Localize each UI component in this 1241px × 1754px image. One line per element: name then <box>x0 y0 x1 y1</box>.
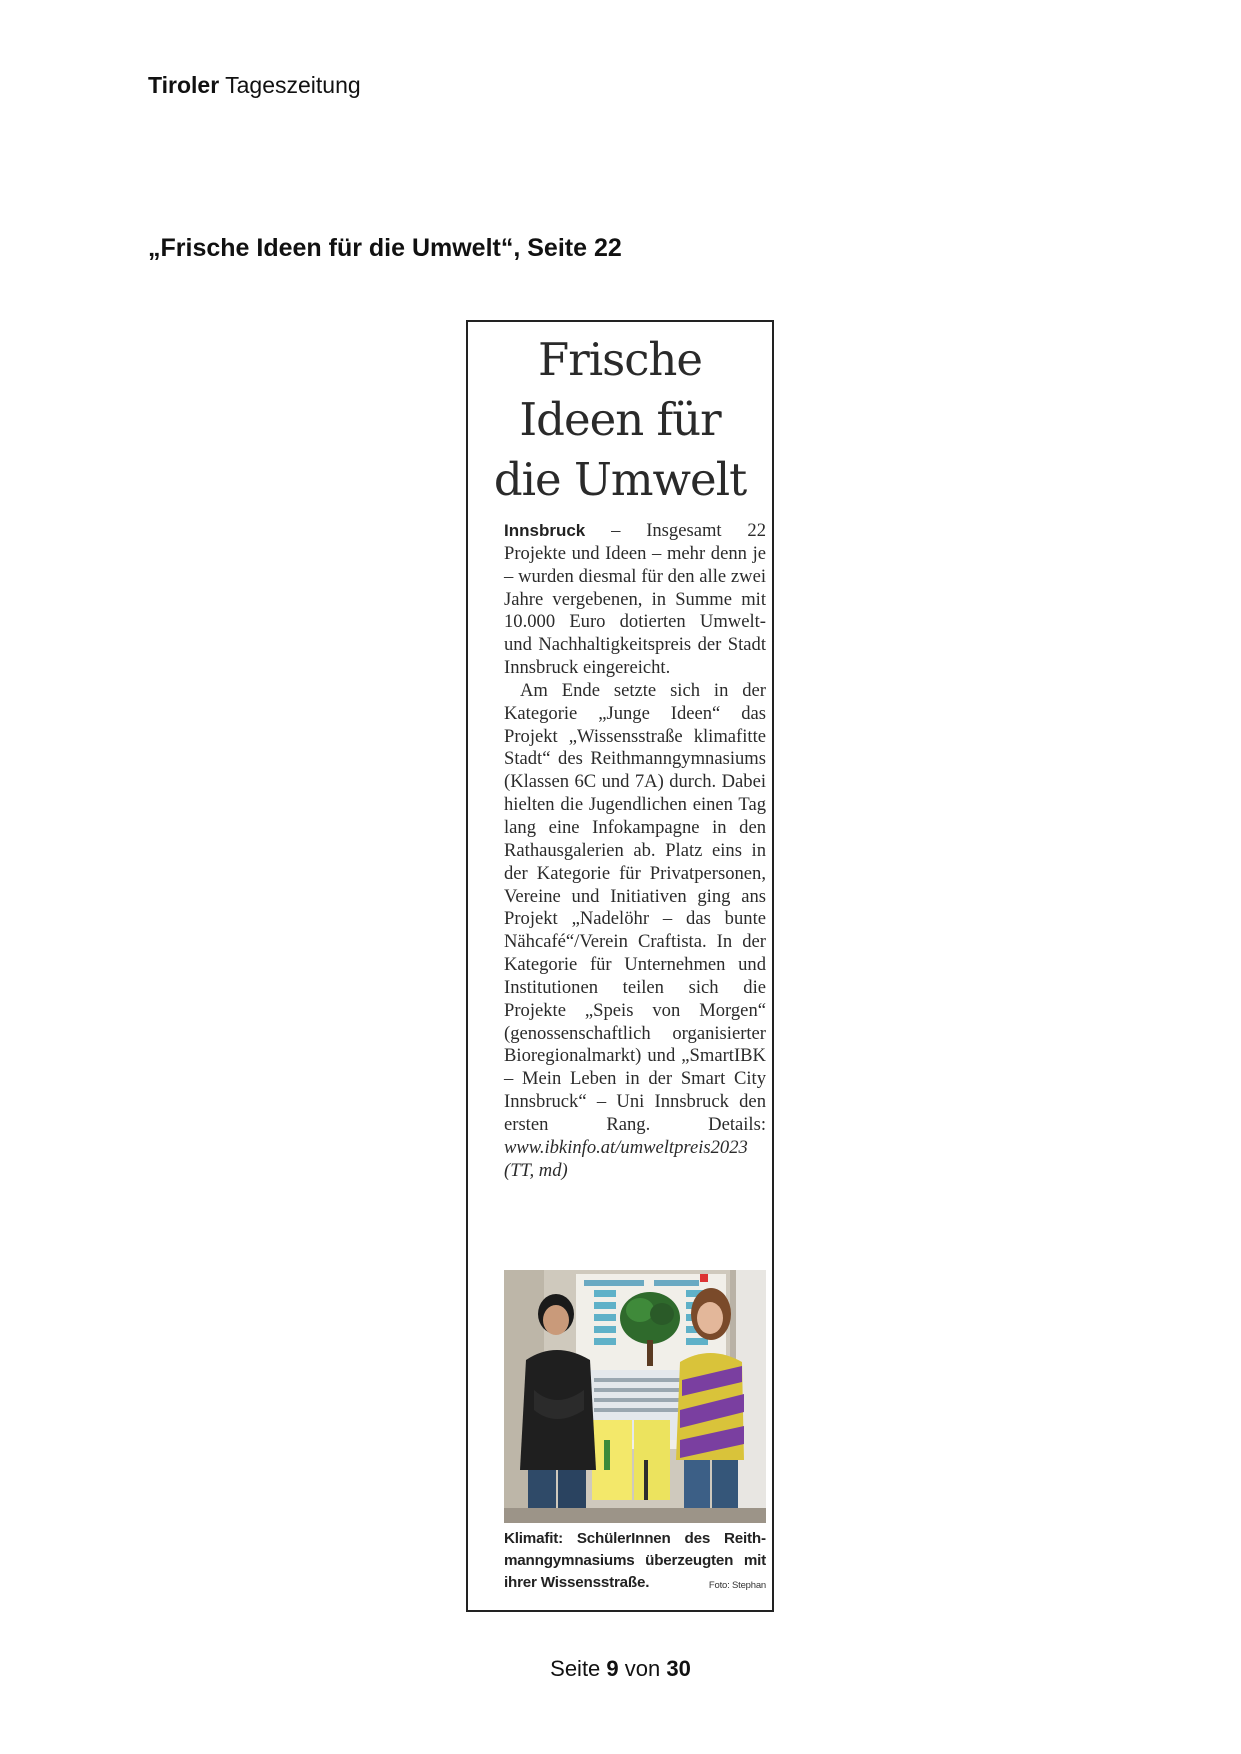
article-paragraph <box>504 520 766 680</box>
photo-caption <box>504 1528 766 1597</box>
paragraph-text: Am Ende setzte sich in der Kategorie „Junge Ideen“ das Projekt „Wissensstraße klimafitte Stadt“ des Reithmanngymnasiums (Klassen 6C und 7A) durch. Dabei hielten die Jugendlichen einen Tag lang eine Infokampagne in den Rathausgalerien ab. Platz eins in der Kategorie für Privatpersonen, Vereine und Initiativen ging ans Projekt „Nadelöhr – das bunte Nähcafé“/Verein Craftista. In der Kategorie für Unternehmen und Institutionen teilen sich die Projekte „Speis von Morgen“ (genossenschaftlich organisierter Bioregionalmarkt) und „SmartIBK – Mein Leben in der Smart City Innsbruck“ – Uni Innsbruck den ersten Rang. Details: <box>504 679 766 1135</box>
document-title: „Frische Ideen für die Umwelt“, Seite 22 <box>148 234 622 262</box>
paragraph-text: – Insgesamt 22 Projekte und Ideen – mehr denn je – wurden diesmal für den alle zwei Jahre vergebenen, in Summe mit 10.000 Euro dotierten Umwelt- und Nachhaltigkeitspreis der Stadt Innsbruck eingereicht. <box>504 520 766 679</box>
headline-line: Ideen für <box>519 393 721 446</box>
photo-illustration <box>504 1270 766 1523</box>
headline-line: die Umwelt <box>493 453 747 506</box>
publication-name-regular: Tageszeitung <box>219 72 361 98</box>
article-link: www.ibkinfo.at/umweltpreis2023 <box>504 1136 748 1158</box>
headline-line: Frische <box>537 333 703 386</box>
article-signature: (TT, md) <box>504 1159 568 1181</box>
total-pages: 30 <box>666 1656 691 1681</box>
article-headline <box>468 330 772 510</box>
article-photo <box>504 1270 766 1523</box>
current-page: 9 <box>606 1656 619 1681</box>
article-body <box>504 520 766 1182</box>
publication-name-bold: Tiroler <box>148 72 220 98</box>
photo-credit: Foto: Stephan <box>708 1580 766 1591</box>
article-dateline: Innsbruck <box>504 521 586 540</box>
article-paragraph <box>504 680 766 1183</box>
page-label-prefix: Seite <box>550 1656 607 1681</box>
caption-text: Klimafit: SchülerInnen des Reithmanngymnasiums überzeugten mit ihrer Wissensstraße. <box>504 1530 766 1591</box>
page-label-middle: von <box>618 1656 667 1681</box>
newspaper-clipping <box>466 320 774 1612</box>
page-number <box>0 1656 1241 1682</box>
page-header <box>148 72 361 99</box>
